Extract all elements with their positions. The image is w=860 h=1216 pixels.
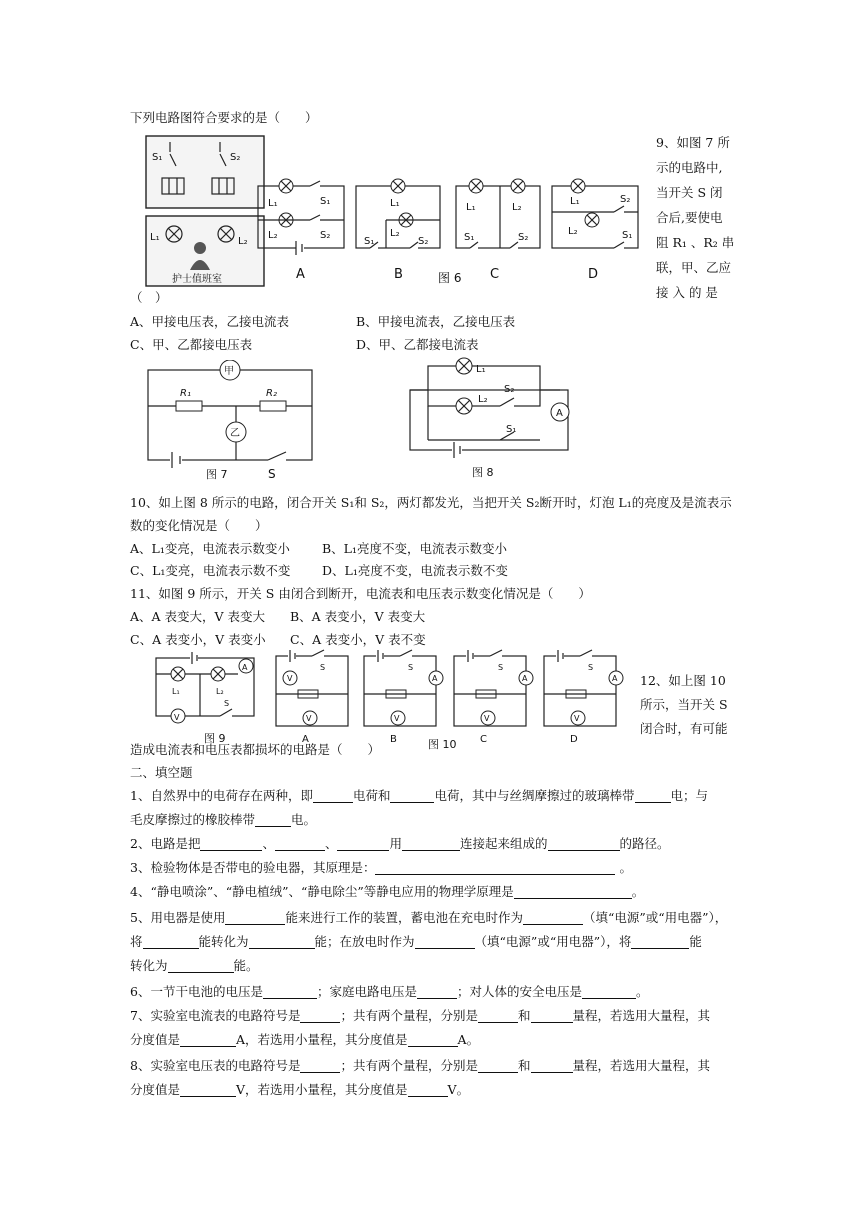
q9-line-1: 9、如图 7 所 bbox=[656, 135, 730, 150]
figure-9 bbox=[150, 646, 262, 746]
svg-text:A: A bbox=[302, 734, 309, 745]
svg-text:L₁: L₁ bbox=[268, 198, 278, 209]
svg-text:S₂: S₂ bbox=[518, 232, 529, 243]
svg-text:V: V bbox=[394, 714, 400, 723]
q9-line-4: 合后,要使电 bbox=[656, 210, 723, 225]
q9-option-a: A、甲接电压表，乙接电流表 bbox=[130, 314, 290, 329]
section-fill-in-title: 二、填空题 bbox=[130, 765, 193, 780]
svg-text:L₁: L₁ bbox=[172, 687, 180, 696]
q10-option-c: C、L₁变亮，电流表示数不变 bbox=[130, 563, 291, 578]
svg-text:S: S bbox=[498, 663, 504, 672]
fill-q8-line1: 8、实验室电压表的电路符号是 ；共有两个量程，分别是 和 量程，若选用大量程，其 bbox=[130, 1058, 711, 1073]
fill-q5-line3: 转化为 能。 bbox=[130, 958, 259, 973]
q11-option-b: B、A 表变小，V 表变大 bbox=[290, 609, 426, 624]
svg-text:V: V bbox=[306, 714, 312, 723]
svg-text:S: S bbox=[408, 663, 414, 672]
svg-text:L₁: L₁ bbox=[390, 198, 400, 209]
svg-text:A: A bbox=[296, 267, 305, 282]
svg-text:L₂: L₂ bbox=[238, 236, 248, 247]
fill-q8-line2: 分度值是 V，若选用小量程，其分度值是 V。 bbox=[130, 1082, 470, 1097]
question-8-stem: 下列电路图符合要求的是（ ） bbox=[130, 110, 318, 125]
svg-text:L₁: L₁ bbox=[150, 232, 160, 243]
fill-q4: 4、“静电喷涂”、“静电植绒”、“静电除尘”等静电应用的物理学原理是 。 bbox=[130, 884, 645, 899]
svg-text:A: A bbox=[612, 674, 618, 683]
fill-q1-line1: 1、自然界中的电荷存在两种，即 电荷和 电荷，其中与丝绸摩擦过的玻璃棒带 电；与 bbox=[130, 788, 709, 803]
svg-text:L₂: L₂ bbox=[216, 687, 224, 696]
svg-text:S₁: S₁ bbox=[152, 152, 163, 163]
q9-paren: （ ） bbox=[130, 290, 168, 305]
svg-text:A: A bbox=[242, 663, 248, 672]
svg-text:V: V bbox=[574, 714, 580, 723]
q10-stem-line1: 10、如上图 8 所示的电路，闭合开关 S₁和 S₂，两灯都发光，当把开关 S₂断开时，灯泡 L₁的亮度及是流表示 bbox=[130, 495, 732, 510]
q12-tail: 造成电流表和电压表都损坏的电路是（ ） bbox=[130, 742, 381, 757]
svg-text:B: B bbox=[390, 734, 397, 745]
svg-text:L₂: L₂ bbox=[478, 394, 488, 405]
figure-6 bbox=[142, 132, 642, 290]
svg-text:C: C bbox=[480, 734, 487, 745]
svg-text:S₂: S₂ bbox=[620, 194, 631, 205]
svg-text:V: V bbox=[287, 674, 293, 683]
svg-text:L₁: L₁ bbox=[476, 364, 486, 375]
q10-option-a: A、L₁变亮，电流表示数变小 bbox=[130, 541, 290, 556]
q11-stem: 11、如图 9 所示，开关 S 由闭合到断开，电流表和电压表示数变化情况是（ ） bbox=[130, 586, 591, 601]
fill-q2: 2、电路是把 、 、 用 连接起来组成的 的路径。 bbox=[130, 836, 670, 851]
svg-text:S₂: S₂ bbox=[504, 384, 515, 395]
svg-text:B: B bbox=[394, 267, 403, 282]
svg-text:A: A bbox=[556, 408, 563, 419]
fill-q7-line1: 7、实验室电流表的电路符号是 ；共有两个量程，分别是 和 量程，若选用大量程，其 bbox=[130, 1008, 711, 1023]
svg-text:L₁: L₁ bbox=[570, 196, 580, 207]
fill-q1-line2: 毛皮摩擦过的橡胶棒带 电。 bbox=[130, 812, 317, 827]
svg-text:图 7: 图 7 bbox=[206, 468, 228, 481]
svg-text:S₁: S₁ bbox=[464, 232, 475, 243]
q9-option-b: B、甲接电流表，乙接电压表 bbox=[356, 314, 516, 329]
q9-option-d: D、甲、乙都接电流表 bbox=[356, 337, 479, 352]
svg-text:L₁: L₁ bbox=[466, 202, 476, 213]
fill-q7-line2: 分度值是 A，若选用小量程，其分度值是 A。 bbox=[130, 1032, 480, 1047]
q11-option-d: C、A 表变小，V 表不变 bbox=[290, 632, 426, 647]
q11-option-c: C、A 表变小，V 表变小 bbox=[130, 632, 266, 647]
svg-text:S₁: S₁ bbox=[506, 424, 517, 435]
svg-text:护士值班室: 护士值班室 bbox=[172, 274, 222, 285]
q12-line-2: 所示，当开关 S bbox=[640, 697, 728, 712]
figure-8 bbox=[402, 350, 582, 484]
svg-text:S: S bbox=[268, 467, 276, 481]
svg-text:S₁: S₁ bbox=[320, 196, 331, 207]
svg-text:S₁: S₁ bbox=[364, 236, 375, 247]
q12-line-3: 闭合时，有可能 bbox=[640, 721, 728, 736]
svg-text:图 9: 图 9 bbox=[204, 732, 226, 745]
svg-text:图 8: 图 8 bbox=[472, 466, 494, 479]
q9-line-3: 当开关 S 闭 bbox=[656, 185, 723, 200]
svg-text:V: V bbox=[174, 713, 180, 722]
q9-line-6: 联，甲、乙应 bbox=[656, 260, 732, 275]
fill-q3: 3、检验物体是否带电的验电器，其原理是： 。 bbox=[130, 860, 632, 875]
svg-text:A: A bbox=[432, 674, 438, 683]
svg-text:D: D bbox=[588, 267, 599, 282]
svg-text:S: S bbox=[320, 663, 326, 672]
svg-text:S: S bbox=[224, 699, 230, 708]
svg-text:图 6: 图 6 bbox=[438, 271, 462, 285]
fill-q5-line1: 5、用电器是使用 能来进行工作的装置，蓄电池在充电时作为 （填“电源”或“用电器”）， bbox=[130, 910, 728, 925]
q10-stem-line2: 数的变化情况是（ ） bbox=[130, 518, 268, 533]
q9-line-5: 阻 R₁ 、R₂ 串 bbox=[656, 235, 735, 250]
q11-option-a: A、A 表变大，V 表变大 bbox=[130, 609, 266, 624]
figure-10 bbox=[268, 640, 638, 752]
q12-line-1: 12、如上图 10 bbox=[640, 673, 726, 688]
svg-text:S₂: S₂ bbox=[230, 152, 241, 163]
svg-text:图 10: 图 10 bbox=[428, 738, 457, 751]
svg-text:L₂: L₂ bbox=[568, 226, 578, 237]
svg-text:S₂: S₂ bbox=[418, 236, 429, 247]
q9-line-2: 示的电路中, bbox=[656, 160, 723, 175]
q10-option-b: B、L₁亮度不变，电流表示数变小 bbox=[322, 541, 507, 556]
svg-text:R₂: R₂ bbox=[266, 388, 277, 399]
svg-text:A: A bbox=[522, 674, 528, 683]
svg-text:C: C bbox=[490, 267, 500, 282]
q9-line-7: 接 入 的 是 bbox=[656, 285, 718, 300]
svg-text:乙: 乙 bbox=[230, 428, 240, 439]
svg-text:S: S bbox=[588, 663, 594, 672]
svg-text:R₁: R₁ bbox=[180, 388, 191, 399]
svg-text:V: V bbox=[484, 714, 490, 723]
svg-text:L₂: L₂ bbox=[390, 228, 400, 239]
q10-option-d: D、L₁亮度不变，电流表示数不变 bbox=[322, 563, 508, 578]
fill-q6: 6、一节干电池的电压是 ；家庭电路电压是 ；对人体的安全电压是 。 bbox=[130, 984, 649, 999]
figure-7 bbox=[140, 360, 320, 486]
svg-text:L₂: L₂ bbox=[512, 202, 522, 213]
svg-text:L₂: L₂ bbox=[268, 230, 278, 241]
svg-text:甲: 甲 bbox=[224, 366, 234, 377]
fill-q5-line2: 将 能转化为 能；在放电时作为 （填“电源”或“用电器”），将 能 bbox=[130, 934, 702, 949]
svg-text:S₂: S₂ bbox=[320, 230, 331, 241]
svg-text:S₁: S₁ bbox=[622, 230, 633, 241]
q9-option-c: C、甲、乙都接电压表 bbox=[130, 337, 253, 352]
svg-text:D: D bbox=[570, 734, 578, 745]
